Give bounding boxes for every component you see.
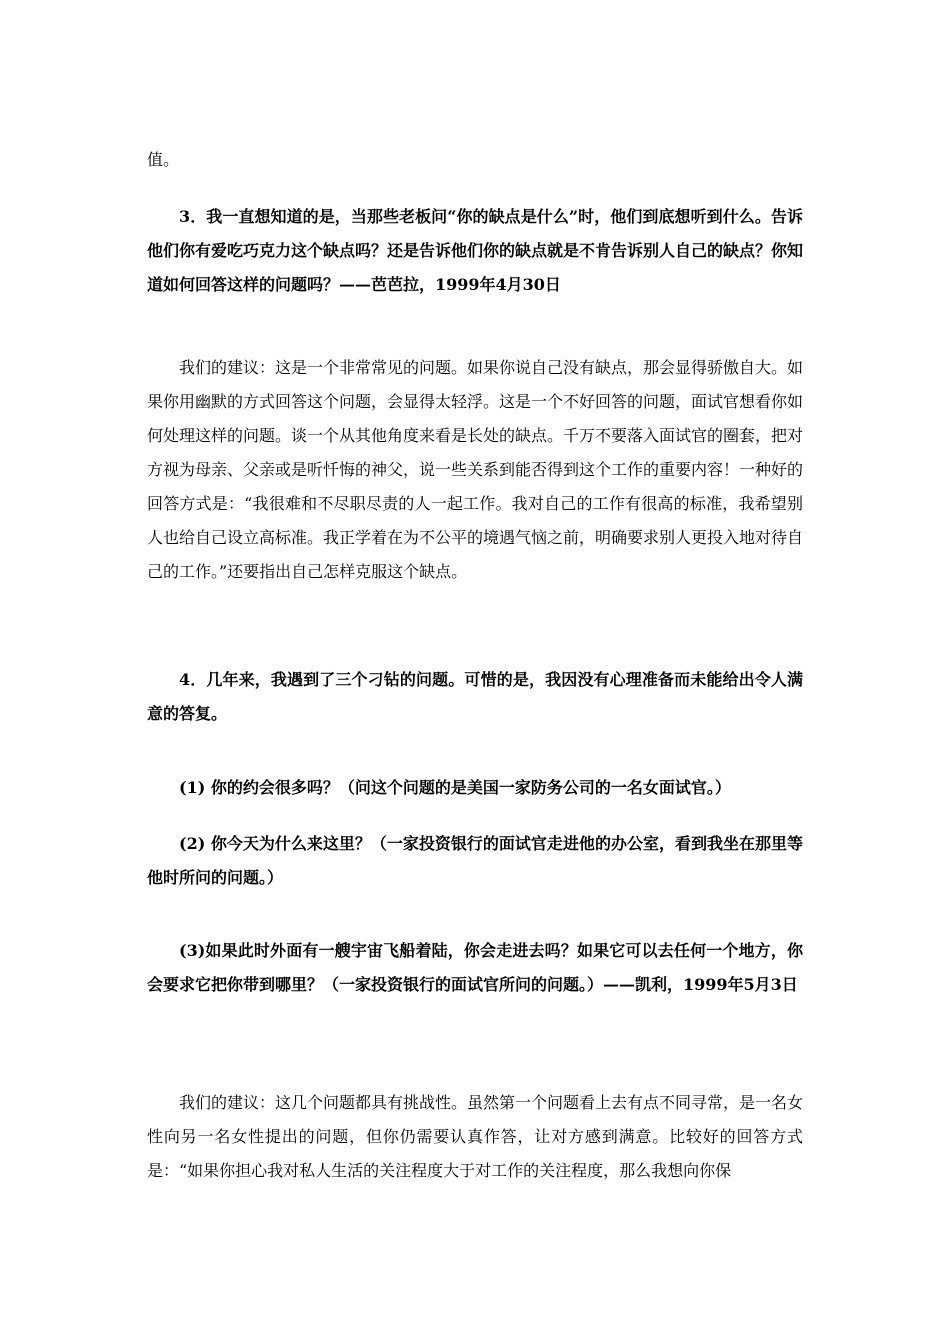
paragraph-continuation: 值。 xyxy=(147,150,180,169)
question-4-item-2: (2) 你今天为什么来这里？（一家投资银行的面试官走进他的办公室，看到我坐在那里等他时所问的问题。） xyxy=(147,834,803,887)
question-4-item-1: (1) 你的约会很多吗？（问这个问题的是美国一家防务公司的一名女面试官。） xyxy=(179,778,731,797)
advice-3: 我们的建议：这是一个非常常见的问题。如果你说自己没有缺点，那会显得骄傲自大。如果你用幽默的方式回答这个问题，会显得太轻浮。这是一个不好回答的问题，面试官想看你如何处理这样的问题。谈一个从其他角度来看是长处的缺点。千万不要落入面试官的圈套，把对方视为母亲、父亲或是听忏悔的神父，说一些关系到能否得到这个工作的重要内容！一种好的回答方式是：“我很难和不尽职尽责的人一起工作。我对自己的工作有很高的标准，我希望别人也给自己设立高标准。我正学着在为不公平的境遇气恼之前，明确要求别人更投入地对待自己的工作。”还要指出自己怎样克服这个缺点。 xyxy=(147,358,804,581)
question-4-intro: 4．几年来，我遇到了三个刁钻的问题。可惜的是，我因没有心理准备而未能给出令人满意的答复。 xyxy=(147,670,803,723)
advice-4: 我们的建议：这几个问题都具有挑战性。虽然第一个问题看上去有点不同寻常，是一名女性向另一名女性提出的问题，但你仍需要认真作答，让对方感到满意。比较好的回答方式是：“如果你担心我对私人生活的关注程度大于对工作的关注程度，那么我想向你保 xyxy=(147,1093,804,1180)
question-4-item-3: (3)如果此时外面有一艘宇宙飞船着陆，你会走进去吗？如果它可以去任何一个地方，你会要求它把你带到哪里？（一家投资银行的面试官所问的问题。）——凯利，1999年5月3日 xyxy=(147,941,803,994)
question-3: 3．我一直想知道的是，当那些老板问“你的缺点是什么”时，他们到底想听到什么。告诉他们你有爱吃巧克力这个缺点吗？还是告诉他们你的缺点就是不肯告诉别人自己的缺点？你知道如何回答这样的问题吗？——芭芭拉，1999年4月30日 xyxy=(147,207,804,294)
